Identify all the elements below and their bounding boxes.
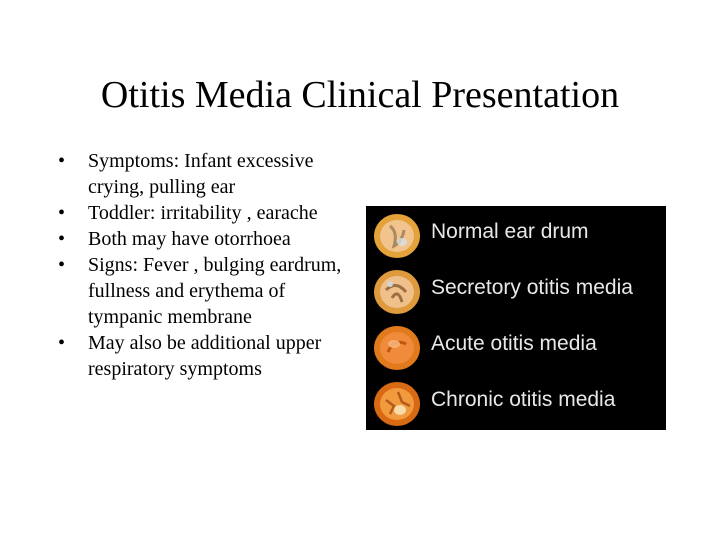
ear-label-normal: Normal ear drum bbox=[431, 220, 589, 243]
secretory-otitis-icon bbox=[372, 268, 422, 316]
bullet-text: Both may have otorrhoea bbox=[88, 228, 291, 250]
ear-row-chronic bbox=[366, 374, 666, 430]
acute-otitis-icon bbox=[372, 324, 422, 372]
bullet-item-respiratory bbox=[58, 330, 348, 382]
bullet-marker: • bbox=[58, 332, 66, 354]
bullet-item-otorrhoea bbox=[58, 226, 348, 252]
slide-title: Otitis Media Clinical Presentation bbox=[100, 74, 620, 116]
bullet-marker: • bbox=[58, 254, 66, 276]
bullet-text: Symptoms: Infant excessive crying, pulling ear bbox=[88, 150, 314, 198]
ear-row-secretory bbox=[366, 262, 666, 318]
bullet-marker: • bbox=[58, 202, 66, 224]
bullet-text: Toddler: irritability , earache bbox=[88, 202, 318, 224]
bullet-list bbox=[58, 148, 348, 382]
normal-ear-drum-icon bbox=[372, 212, 422, 260]
bullet-item-toddler bbox=[58, 200, 348, 226]
bullet-item-symptoms bbox=[58, 148, 348, 200]
bullet-text: May also be additional upper respiratory symptoms bbox=[88, 332, 322, 380]
chronic-otitis-icon bbox=[372, 380, 422, 428]
ear-label-secretory: Secretory otitis media bbox=[431, 276, 633, 299]
ear-label-acute: Acute otitis media bbox=[431, 332, 597, 355]
ear-label-chronic: Chronic otitis media bbox=[431, 388, 616, 411]
bullet-text: Signs: Fever , bulging eardrum, fullness and erythema of tympanic membrane bbox=[88, 254, 342, 328]
ear-drum-comparison-image bbox=[366, 206, 666, 430]
bullet-item-signs bbox=[58, 252, 348, 330]
ear-row-acute bbox=[366, 318, 666, 374]
bullet-marker: • bbox=[58, 150, 66, 172]
ear-row-normal bbox=[366, 206, 666, 262]
bullet-marker: • bbox=[58, 228, 66, 250]
